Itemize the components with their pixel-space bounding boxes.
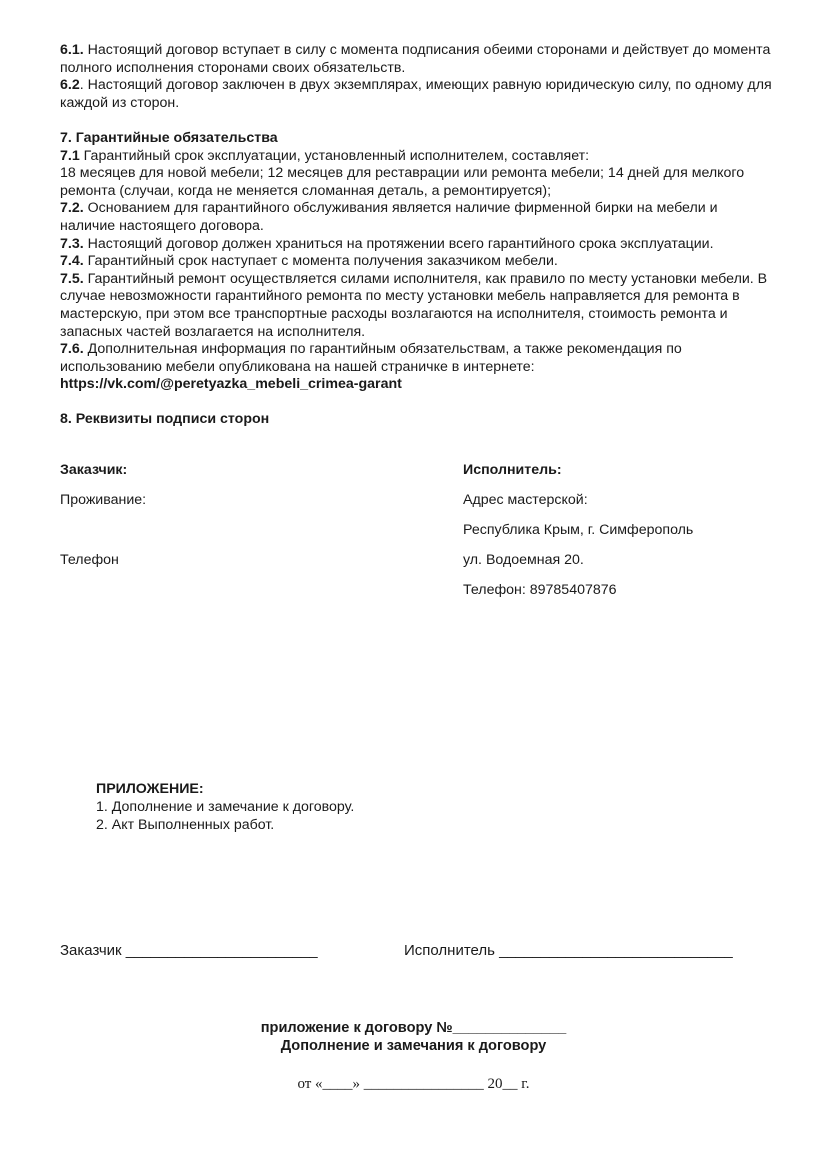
section-heading-text: 8. Реквизиты подписи сторон xyxy=(60,411,270,428)
appendix-heading-text: ПРИЛОЖЕНИЕ: xyxy=(96,781,204,797)
clause-text: Гарантийный срок наступает с момента получения заказчиком мебели. xyxy=(83,253,558,270)
contractor-phone: Телефон: 89785407876 xyxy=(463,582,617,598)
contractor-label xyxy=(463,462,562,480)
section-8-heading xyxy=(60,411,775,429)
clause-text: Гарантийный ремонт осуществляется силами исполнителя, как правило по месту установки мебели. В случае невозможности гарантийного ремонта по месту установки мебель направляется для ремонта в мастерскую, при этом все транспортные расходы возлагаются на исполнителя, стоимость ремонта и запасных частей возлагается на исполнителя. xyxy=(60,270,768,340)
clause-text: . Настоящий договор заключен в двух экземплярах, имеющих равную юридическую силу, по одному для каждой из сторон. xyxy=(60,77,772,111)
customer-residence: Проживание: xyxy=(60,492,147,508)
section-heading-text: 7. Гарантийные обязательства xyxy=(60,129,278,146)
clause-7-3 xyxy=(60,236,775,254)
clause-7-1 xyxy=(60,148,775,166)
customer-phone: Телефон xyxy=(60,552,119,568)
contractor-address-label: Адрес мастерской: xyxy=(463,492,588,508)
clause-6-1 xyxy=(60,42,775,77)
warranty-link-text[interactable]: https://vk.com/@peretyazka_mebeli_crimea-garant xyxy=(60,376,402,393)
clause-number: 6.2 xyxy=(60,77,80,94)
clause-7-2 xyxy=(60,200,775,235)
warranty-link[interactable] xyxy=(60,376,775,394)
clause-6-2 xyxy=(60,77,775,112)
appendix-date-line: от «____» ________________ 20__ г. xyxy=(297,1076,530,1092)
clause-text: Настоящий договор должен храниться на протяжении всего гарантийного срока эксплуатации. xyxy=(83,235,714,252)
clause-text: Дополнительная информация по гарантийным обязательствам, а также рекомендация по использованию мебели опубликована на нашей страничке в интернете: xyxy=(60,341,682,375)
customer-signature-line: Заказчик _______________________ xyxy=(60,942,318,959)
clause-number: 6.1. xyxy=(60,42,84,58)
appendix-title: приложение к договору №______________ xyxy=(260,1020,567,1036)
contractor-city: Республика Крым, г. Симферополь xyxy=(463,522,694,538)
clause-number: 7.6. xyxy=(60,341,84,358)
appendix-subtitle: Дополнение и замечания к договору xyxy=(280,1038,547,1054)
contractor-label-text: Исполнитель: xyxy=(463,462,562,478)
contractor-signature-line: Исполнитель ____________________________ xyxy=(404,942,733,959)
clause-text: Настоящий договор вступает в силу с момента подписания обеими сторонами и действует до момента полного исполнения сторонами своих обязательств. xyxy=(60,42,771,76)
clause-7-4 xyxy=(60,253,775,271)
appendix-heading xyxy=(96,781,204,799)
appendix-item-1: 1. Дополнение и замечание к договору. xyxy=(96,799,355,815)
clause-number: 7.3. xyxy=(60,235,84,252)
customer-label xyxy=(60,462,127,480)
clause-number: 7.5. xyxy=(60,270,84,287)
clause-number: 7.2. xyxy=(60,200,84,217)
clause-7-1-continued: 18 месяцев для новой мебели; 12 месяцев для реставрации или ремонта мебели; 14 дней для мелкого ремонта (случаи, когда не меняется сломанная деталь, а ремонтируется); xyxy=(60,165,745,199)
contract-body xyxy=(60,42,775,429)
customer-label-text: Заказчик: xyxy=(60,462,128,478)
clause-text: Основанием для гарантийного обслуживания является наличие фирменной бирки на мебели и наличие настоящего договора. xyxy=(60,200,718,234)
contractor-street: ул. Водоемная 20. xyxy=(463,552,584,568)
appendix-item-2: 2. Акт Выполненных работ. xyxy=(96,817,275,833)
clause-text: Гарантийный срок эксплуатации, установленный исполнителем, составляет: xyxy=(79,147,590,164)
section-7-heading xyxy=(60,130,775,148)
clause-number: 7.1 xyxy=(60,147,80,164)
clause-7-6 xyxy=(60,341,775,376)
clause-7-5 xyxy=(60,271,775,341)
clause-number: 7.4. xyxy=(60,253,84,270)
